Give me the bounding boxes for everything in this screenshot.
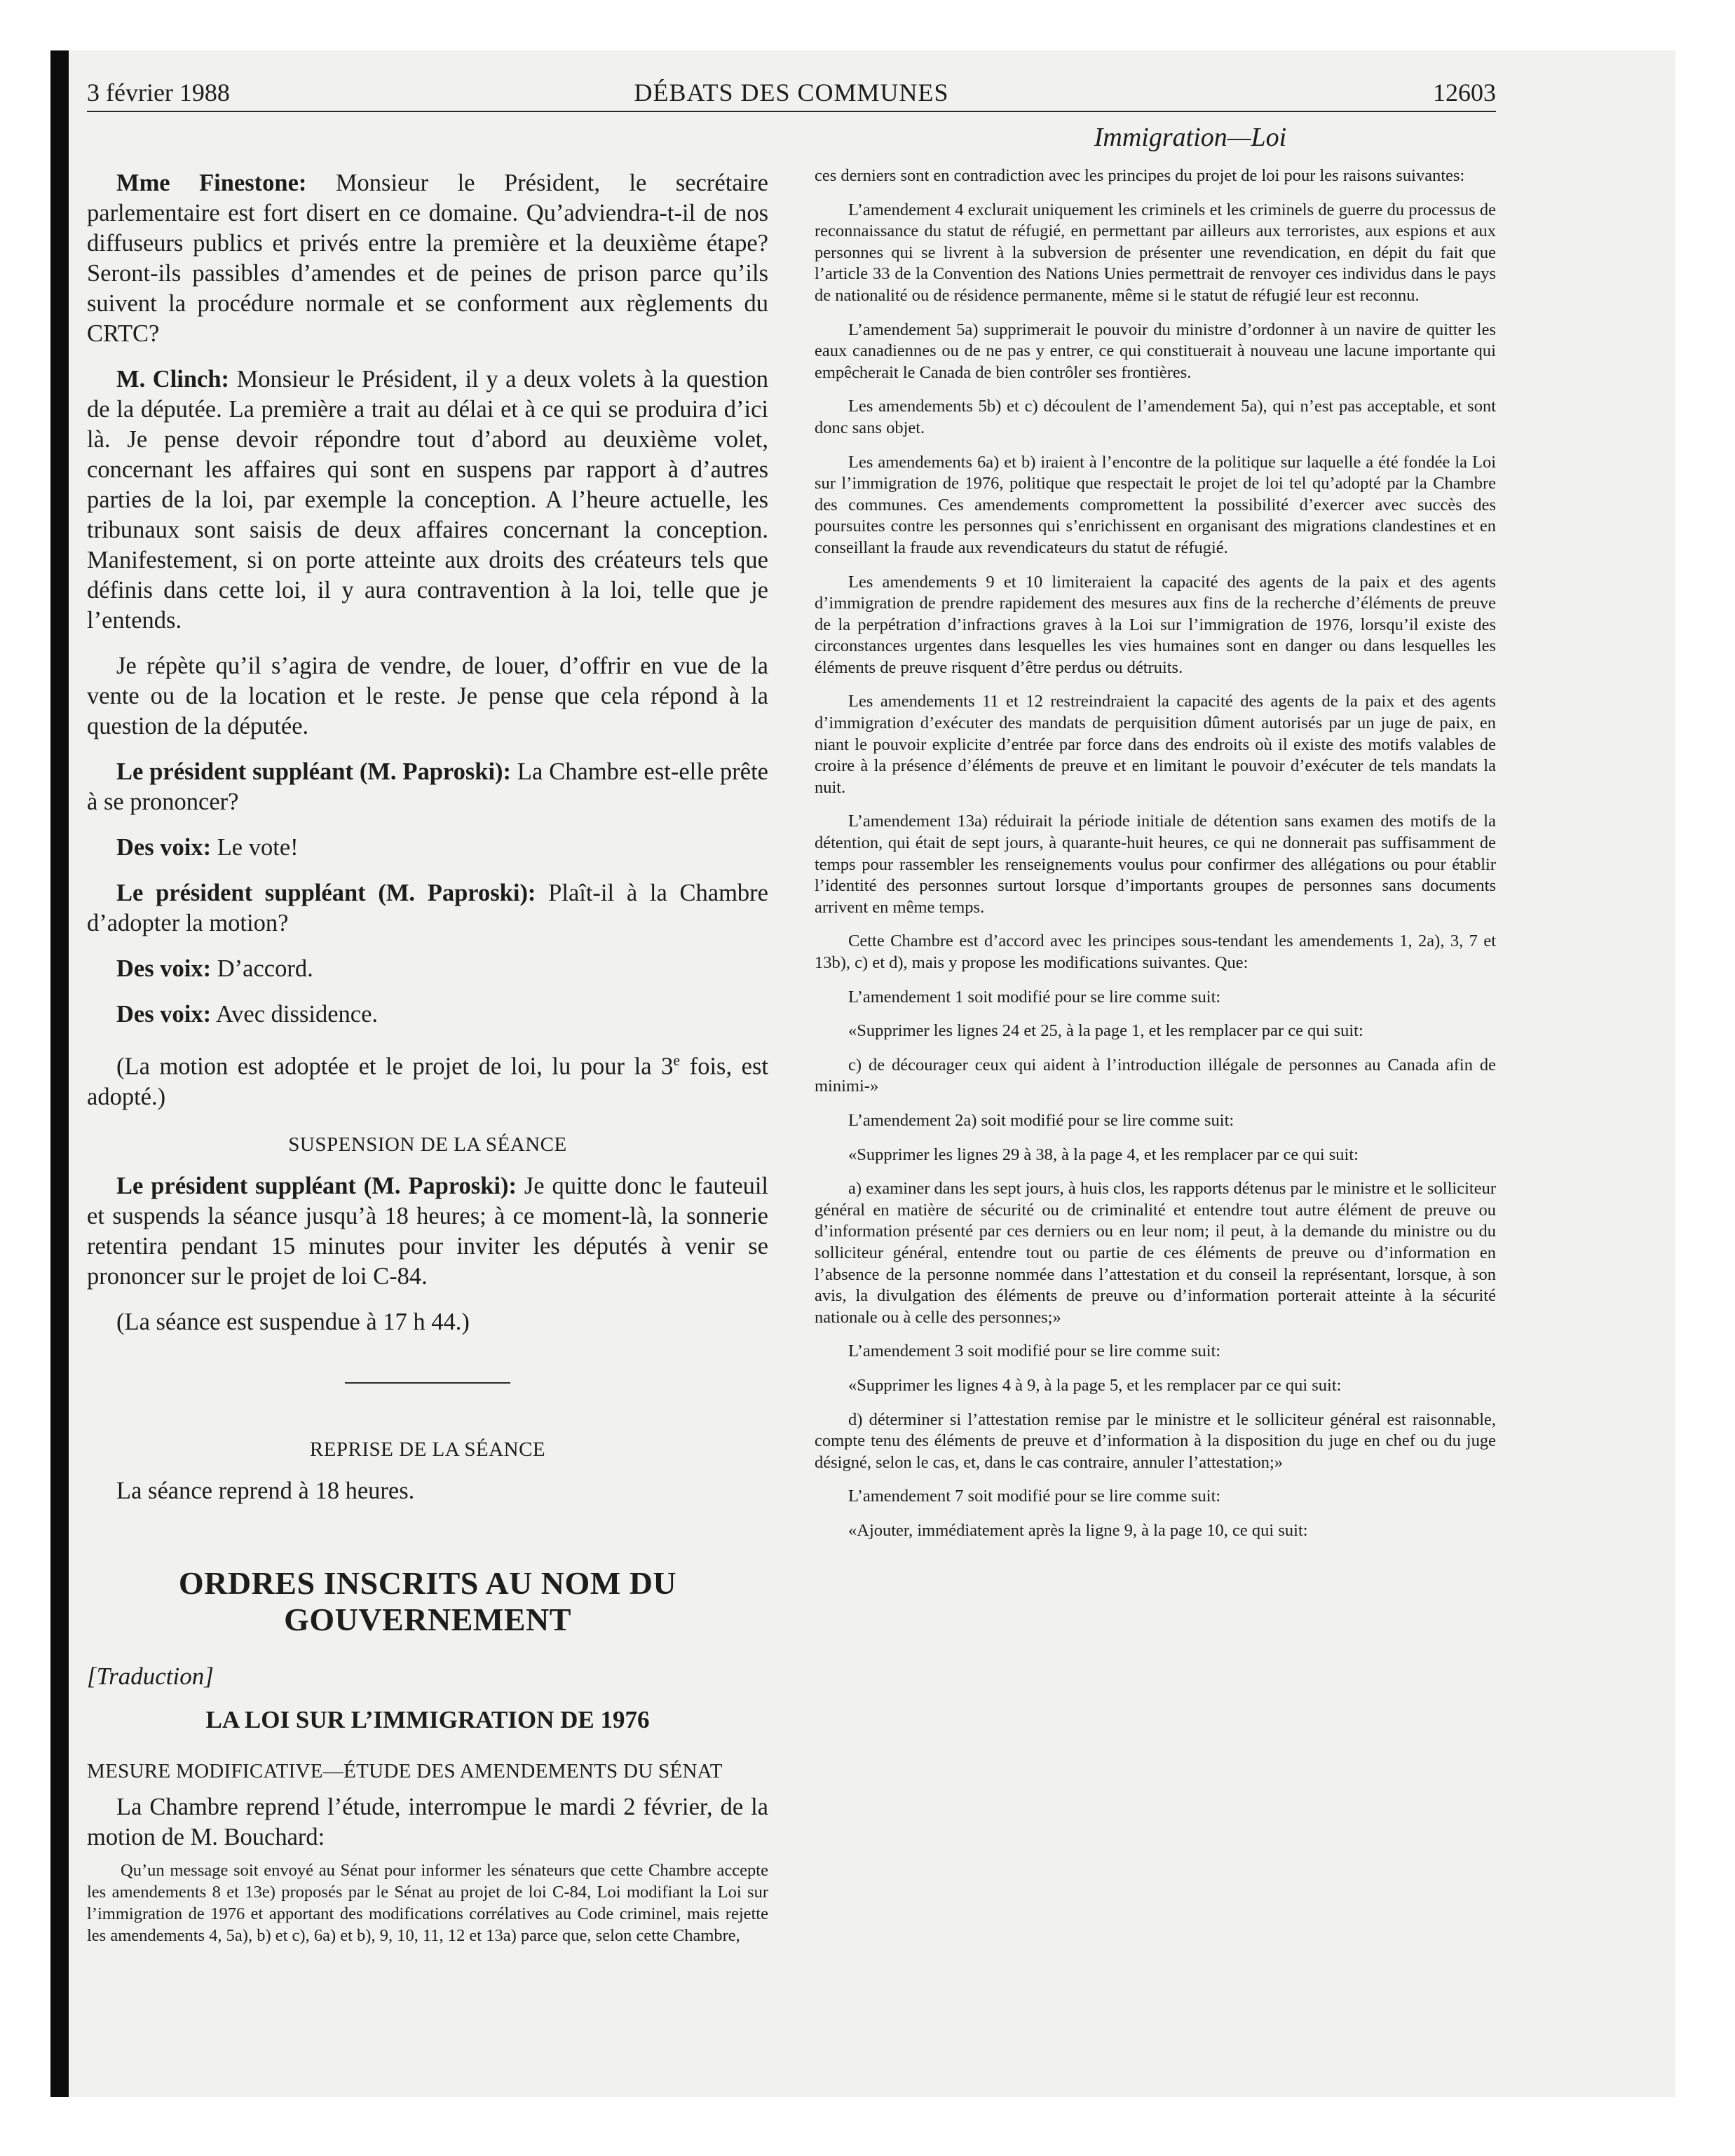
paragraph: ces derniers sont en contradiction avec les principes du projet de loi pour les raisons suivantes: [815, 166, 1465, 185]
paragraph: L’amendement 5a) supprimerait le pouvoir du ministre d’ordonner à un navire de quitter les eaux canadiennes ou de ne pas y entrer, ce qui constituerait à nouveau une lacune importante qui empêcherait le Canada de bien contrôler ses frontières. [815, 320, 1496, 382]
paragraph: L’amendement 3 soit modifié pour se lire comme suit: [848, 1342, 1221, 1361]
paragraph-text: Avec dissidence. [211, 1001, 379, 1028]
paragraph [87, 999, 768, 1030]
paragraph-text: Plaît-il à la Chambre d’adopter la motion? [87, 880, 768, 936]
paragraph: a) examiner dans les sept jours, à huis clos, les rapports détenus par le ministre et le solliciteur général en matière de sécurité ou de criminalité et entendre tout autre élément de preuve ou d’information présenté par ces derniers ou en leur nom; il peut, à la demande du ministre ou du solliciteur général, entendre tout ou partie de ces éléments de preuve ou d’information en l’absence de la personne nommée dans l’attestation et du conseil la représentant, lorsque, à son avis, la divulgation des éléments de preuve ou d’information porterait atteinte à la sécurité nationale ou à celle des personnes;» [815, 1179, 1496, 1327]
paragraph: Je répète qu’il s’agira de vendre, de louer, d’offrir en vue de la vente ou de la location et le reste. Je pense que cela répond à la question de la députée. [87, 653, 768, 739]
paragraph: Les amendements 9 et 10 limiteraient la capacité des agents de la paix et des agents d’immigration de prendre rapidement des mesures aux fins de la recherche d’éléments de preuve de la perpétration d’infractions graves à la Loi sur l’immigration de 1976, lorsqu’il existe des circonstances urgentes dans lesquelles les vies humaines sont en danger ou dans lesquelles les éléments de preuve risquent d’être perdus ou détruits. [815, 572, 1496, 677]
paragraph-text: D’accord. [211, 955, 313, 982]
paragraph [87, 833, 768, 863]
right-column [815, 165, 1496, 1554]
paragraph-text: Le vote! [211, 834, 299, 861]
speaker-name: M. Clinch: [116, 366, 230, 393]
paragraph: Les amendements 6a) et b) iraient à l’encontre de la politique sur laquelle a été fondée la Loi sur l’immigration de 1976, politique que respectait le projet de loi tel qu’adopté par la Chambre des communes. Ces amendements compromettent la possibilité d’exercer avec succès des poursuites contre les personnes qui s’enrichissent en organisant des migrations clandestines et en conseillant la fraude aux revendicateurs du statut de réfugié. [815, 452, 1496, 557]
paragraph: La séance reprend à 18 heures. [116, 1477, 415, 1504]
reprise-heading: REPRISE DE LA SÉANCE [309, 1438, 546, 1461]
running-head: Immigration—Loi [1094, 123, 1287, 152]
orders-heading: ORDRES INSCRITS AU NOM DU GOUVERNEMENT [178, 1564, 677, 1637]
paragraph-text: La Chambre est-elle prête à se prononcer? [87, 758, 768, 815]
paragraph: d) déterminer si l’attestation remise par le ministre et le solliciteur général est raisonnable, compte tenu des éléments de preuve et d’information à la disposition du juge en chef ou du juge désigné, selon le cas, et, dans le cas contraire, annuler l’attestation;» [815, 1410, 1496, 1472]
speaker-name: Des voix: [116, 1001, 212, 1028]
paragraph: c) de décourager ceux qui aident à l’introduction illégale de personnes au Canada afin de minimi-» [815, 1055, 1496, 1096]
translation-note: [Traduction] [87, 1662, 214, 1690]
law-heading: LA LOI SUR L’IMMIGRATION DE 1976 [205, 1705, 650, 1733]
paragraph-text: Monsieur le Président, le secrétaire parlementaire est fort disert en ce domaine. Qu’adviendra-t-il de nos diffuseurs publics et privés entre la première et la deuxième étape? Seront-ils passibles d’amendes et de peines de prison parce qu’ils suivent la procédure normale et se conforment aux règlements du CRTC? [87, 170, 768, 347]
paragraph: Les amendements 11 et 12 restreindraient la capacité des agents de la paix et des agents d’immigration d’exécuter des mandats de perquisition dûment autorisés par un juge de paix, en niant le pouvoir explicite d’entrée par force dans des endroits où il existe des motifs valables de croire à la présence d’éléments de preuve et en limitant le pouvoir d’exécuter de tels mandats la nuit. [815, 692, 1496, 797]
speaker-name: Mme Finestone: [116, 170, 307, 196]
paragraph [87, 757, 768, 817]
paragraph [87, 364, 768, 636]
paragraph: L’amendement 4 exclurait uniquement les criminels et les criminels de guerre du processus de reconnaissance du statut de réfugié, en permettant par ailleurs aux terroristes, aux espions et aux personnes qui se livrent à la subversion de présenter une revendication, en dépit du fait que l’article 33 de la Convention des Nations Unies permettrait de renvoyer ces individus dans le pays de nationalité ou de résidence permanente, même si le statut de réfugié leur est reconnu. [815, 200, 1496, 305]
speaker-name: Le président suppléant (M. Paproski): [116, 1172, 517, 1199]
paragraph: Les amendements 5b) et c) découlent de l’amendement 5a), qui n’est pas acceptable, et sont donc sans objet. [815, 397, 1496, 437]
paragraph: L’amendement 2a) soit modifié pour se lire comme suit: [848, 1110, 1234, 1130]
motion-quote: Qu’un message soit envoyé au Sénat pour informer les sénateurs que cette Chambre accepte les amendements 8 et 13e) proposés par le Sénat au projet de loi C-84, Loi modifiant la Loi sur l’immigration de 1976 et apportant des modifications corrélatives au Code criminel, mais rejette les amendements 4, 5a), b) et c), 6a) et b), 9, 10, 11, 12 et 13a) parce que, selon cette Chambre, [87, 1860, 768, 1945]
paragraph: «Ajouter, immédiatement après la ligne 9, à la page 10, ce qui suit: [848, 1520, 1308, 1540]
scan-binding-edge [50, 50, 69, 2097]
paragraph: L’amendement 1 soit modifié pour se lire comme suit: [848, 987, 1221, 1007]
paragraph: L’amendement 7 soit modifié pour se lire comme suit: [848, 1487, 1221, 1506]
header-date: 3 février 1988 [87, 79, 230, 107]
speaker-name: Le président suppléant (M. Paproski): [116, 758, 512, 785]
paragraph [87, 1045, 768, 1112]
section-divider [345, 1382, 510, 1384]
header-title: DÉBATS DES COMMUNES [634, 79, 949, 107]
paragraph: (La séance est suspendue à 17 h 44.) [116, 1308, 470, 1335]
left-column [87, 168, 768, 1946]
page-header [87, 76, 1496, 112]
paragraph-text: Monsieur le Président, il y a deux volets à la question de la députée. La première a trait au délai et à ce qui se produira d’ici là. Je pense devoir répondre tout d’abord au deuxième volet, concernant les affaires qui sont en suspens par rapport à d’autres parties de la loi, par exemple la conception. A l’heure actuelle, les tribunaux sont saisis de deux affaires concernant la conception. Manifestement, si on porte atteinte aux droits des créateurs tels que définis dans cette loi, il y aura contravention à la loi, telle que je l’entends. [87, 366, 768, 634]
paragraph: «Supprimer les lignes 29 à 38, à la page 4, et les remplacer par ce qui suit: [848, 1145, 1359, 1164]
suspension-heading: SUSPENSION DE LA SÉANCE [288, 1133, 567, 1156]
paragraph [87, 1171, 768, 1292]
speaker-name: Le président suppléant (M. Paproski): [116, 880, 536, 906]
section-heading: MESURE MODIFICATIVE—ÉTUDE DES AMENDEMENTS DU SÉNAT [87, 1759, 723, 1782]
speaker-name: Des voix: [116, 955, 212, 982]
paragraph: L’amendement 13a) réduirait la période initiale de détention sans examen des motifs de la détention, qui était de sept jours, à quarante-huit heures, ce qui ne donnerait pas suffisamment de temps pour rassembler les renseignements voulus pour confirmer des allégations ou pour établir l’identité des personnes surtout lorsque d’importants groupes de personnes sans documents arrivent en même temps. [815, 812, 1496, 917]
paragraph: La Chambre reprend l’étude, interrompue le mardi 2 février, de la motion de M. Bouchard: [87, 1793, 768, 1850]
paragraph: «Supprimer les lignes 24 et 25, à la page 1, et les remplacer par ce qui suit: [848, 1021, 1363, 1041]
speaker-name: Des voix: [116, 834, 212, 861]
paragraph: Cette Chambre est d’accord avec les principes sous-tendant les amendements 1, 2a), 3, 7 et 13b), c) et d), mais y propose les modifications suivantes. Que: [815, 932, 1496, 972]
paragraph: «Supprimer les lignes 4 à 9, à la page 5, et les remplacer par ce qui suit: [848, 1375, 1342, 1395]
superscript: e [673, 1051, 681, 1069]
paragraph-text: Je quitte donc le fauteuil et suspends la séance jusqu’à 18 heures; à ce moment-là, la sonnerie retentira pendant 15 minutes pour inviter les députés à venir se prononcer sur le projet de loi C-84. [87, 1172, 768, 1290]
paragraph [87, 954, 768, 984]
header-page-number: 12603 [1433, 79, 1496, 107]
paragraph [87, 168, 768, 349]
paragraph [87, 878, 768, 939]
paragraph-text: fois, est adopté.) [87, 1053, 768, 1110]
paragraph-text: (La motion est adoptée et le projet de loi, lu pour la 3 [116, 1053, 674, 1080]
